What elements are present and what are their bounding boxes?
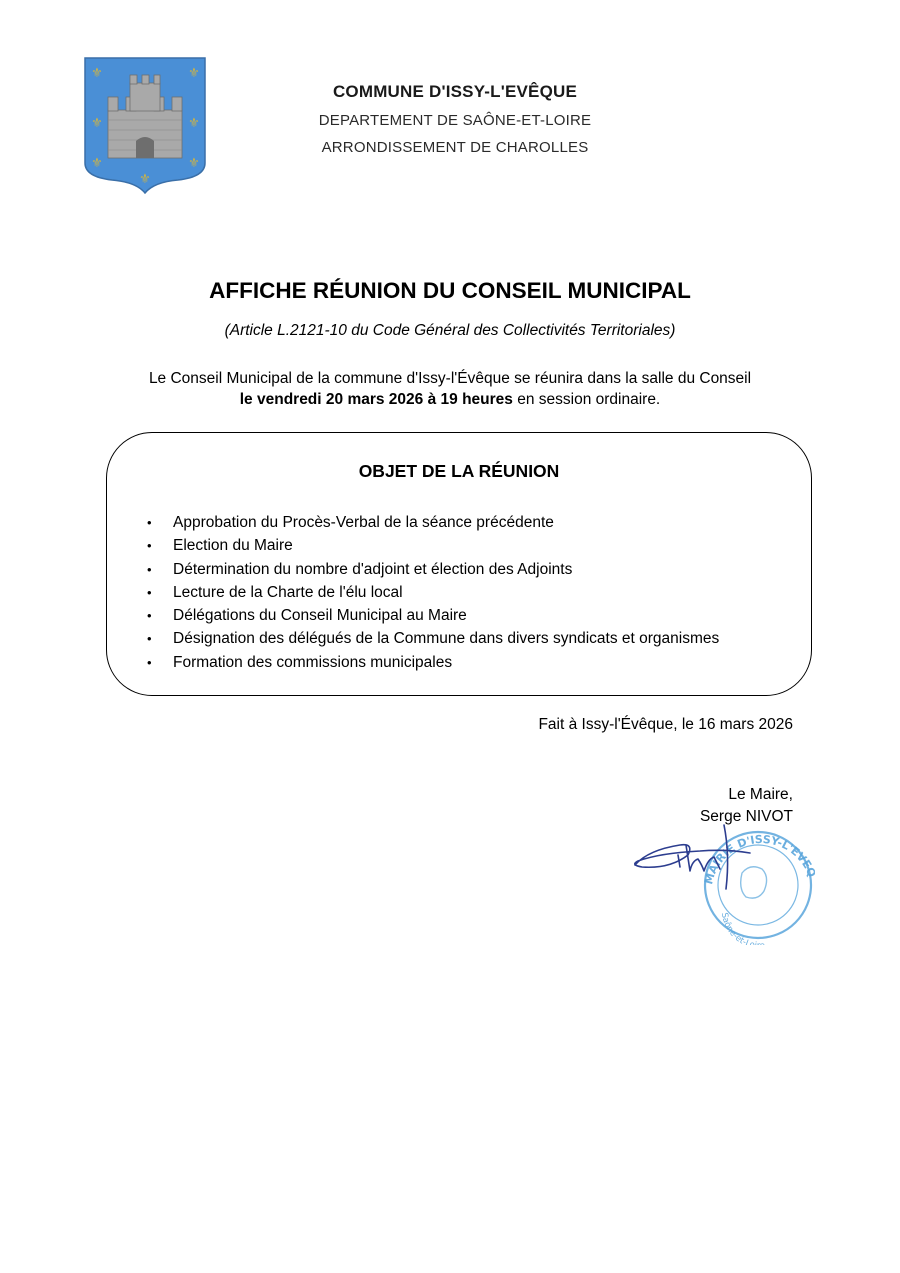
svg-text:⚜: ⚜: [91, 66, 103, 81]
svg-text:⚜: ⚜: [91, 156, 103, 171]
signatory-role: Le Maire,: [728, 786, 793, 803]
commune-name: COMMUNE D'ISSY-L'EVÊQUE: [332, 82, 578, 101]
agenda-item: • Lecture de la Charte de l'élu local: [147, 581, 719, 604]
meeting-announcement: [0, 368, 900, 410]
agenda-heading: OBJET DE LA RÉUNION: [358, 461, 560, 481]
agenda-item: • Détermination du nombre d'adjoint et élection des Adjoints: [147, 558, 719, 581]
bullet-icon: •: [147, 631, 152, 647]
svg-text:⚜: ⚜: [188, 116, 200, 131]
bullet-icon: •: [147, 608, 152, 624]
agenda-item: • Approbation du Procès-Verbal de la séance précédente: [147, 511, 719, 534]
place-and-date: Fait à Issy-l'Évêque, le 16 mars 2026: [538, 716, 793, 733]
agenda-item: • Election du Maire: [147, 534, 719, 557]
stamp-and-signature: [630, 815, 815, 945]
announcement-line-2: [0, 389, 900, 410]
legal-reference: (Article L.2121-10 du Code Général des Collectivités Territoriales): [224, 322, 676, 339]
commune-crest-icon: [82, 55, 208, 197]
bullet-icon: •: [147, 515, 152, 530]
meeting-date: le vendredi 20 mars 2026 à 19 heures: [239, 391, 513, 408]
agenda-item: • Délégations du Conseil Municipal au Maire: [147, 604, 719, 627]
bullet-icon: •: [147, 584, 152, 600]
svg-text:⚜: ⚜: [139, 172, 151, 187]
agenda-box: [106, 432, 812, 696]
svg-text:⚜: ⚜: [188, 66, 200, 81]
arrondissement-name: ARRONDISSEMENT DE CHAROLLES: [321, 139, 589, 156]
svg-text:⚜: ⚜: [91, 116, 103, 131]
agenda-item: • Formation des commissions municipales: [147, 651, 719, 674]
bullet-icon: •: [147, 561, 152, 577]
bullet-icon: •: [147, 538, 152, 554]
bullet-icon: •: [147, 654, 152, 670]
page-title: AFFICHE RÉUNION DU CONSEIL MUNICIPAL: [209, 278, 691, 303]
svg-text:Saône-et-Loire: Saône-et-L: [718, 911, 752, 945]
signatory-name: Serge NIVOT: [699, 808, 793, 825]
agenda-item: • Désignation des délégués de la Commune dans divers syndicats et organismes: [147, 627, 719, 650]
session-type: en session ordinaire.: [512, 391, 661, 408]
department-name: DEPARTEMENT DE SAÔNE-ET-LOIRE: [318, 112, 592, 129]
letterhead: [290, 82, 620, 166]
mairie-stamp-icon: [630, 815, 815, 945]
svg-text:⚜: ⚜: [188, 156, 200, 171]
announcement-line-1: Le Conseil Municipal de la commune d'Issy-l'Évêque se réunira dans la salle du Conseil: [148, 370, 752, 387]
agenda-list: [147, 511, 719, 674]
svg-text:MAIRIE D'ISSY-L'EVEQUE: MAIRIE D'ISSY-L'EVE: [702, 832, 815, 886]
